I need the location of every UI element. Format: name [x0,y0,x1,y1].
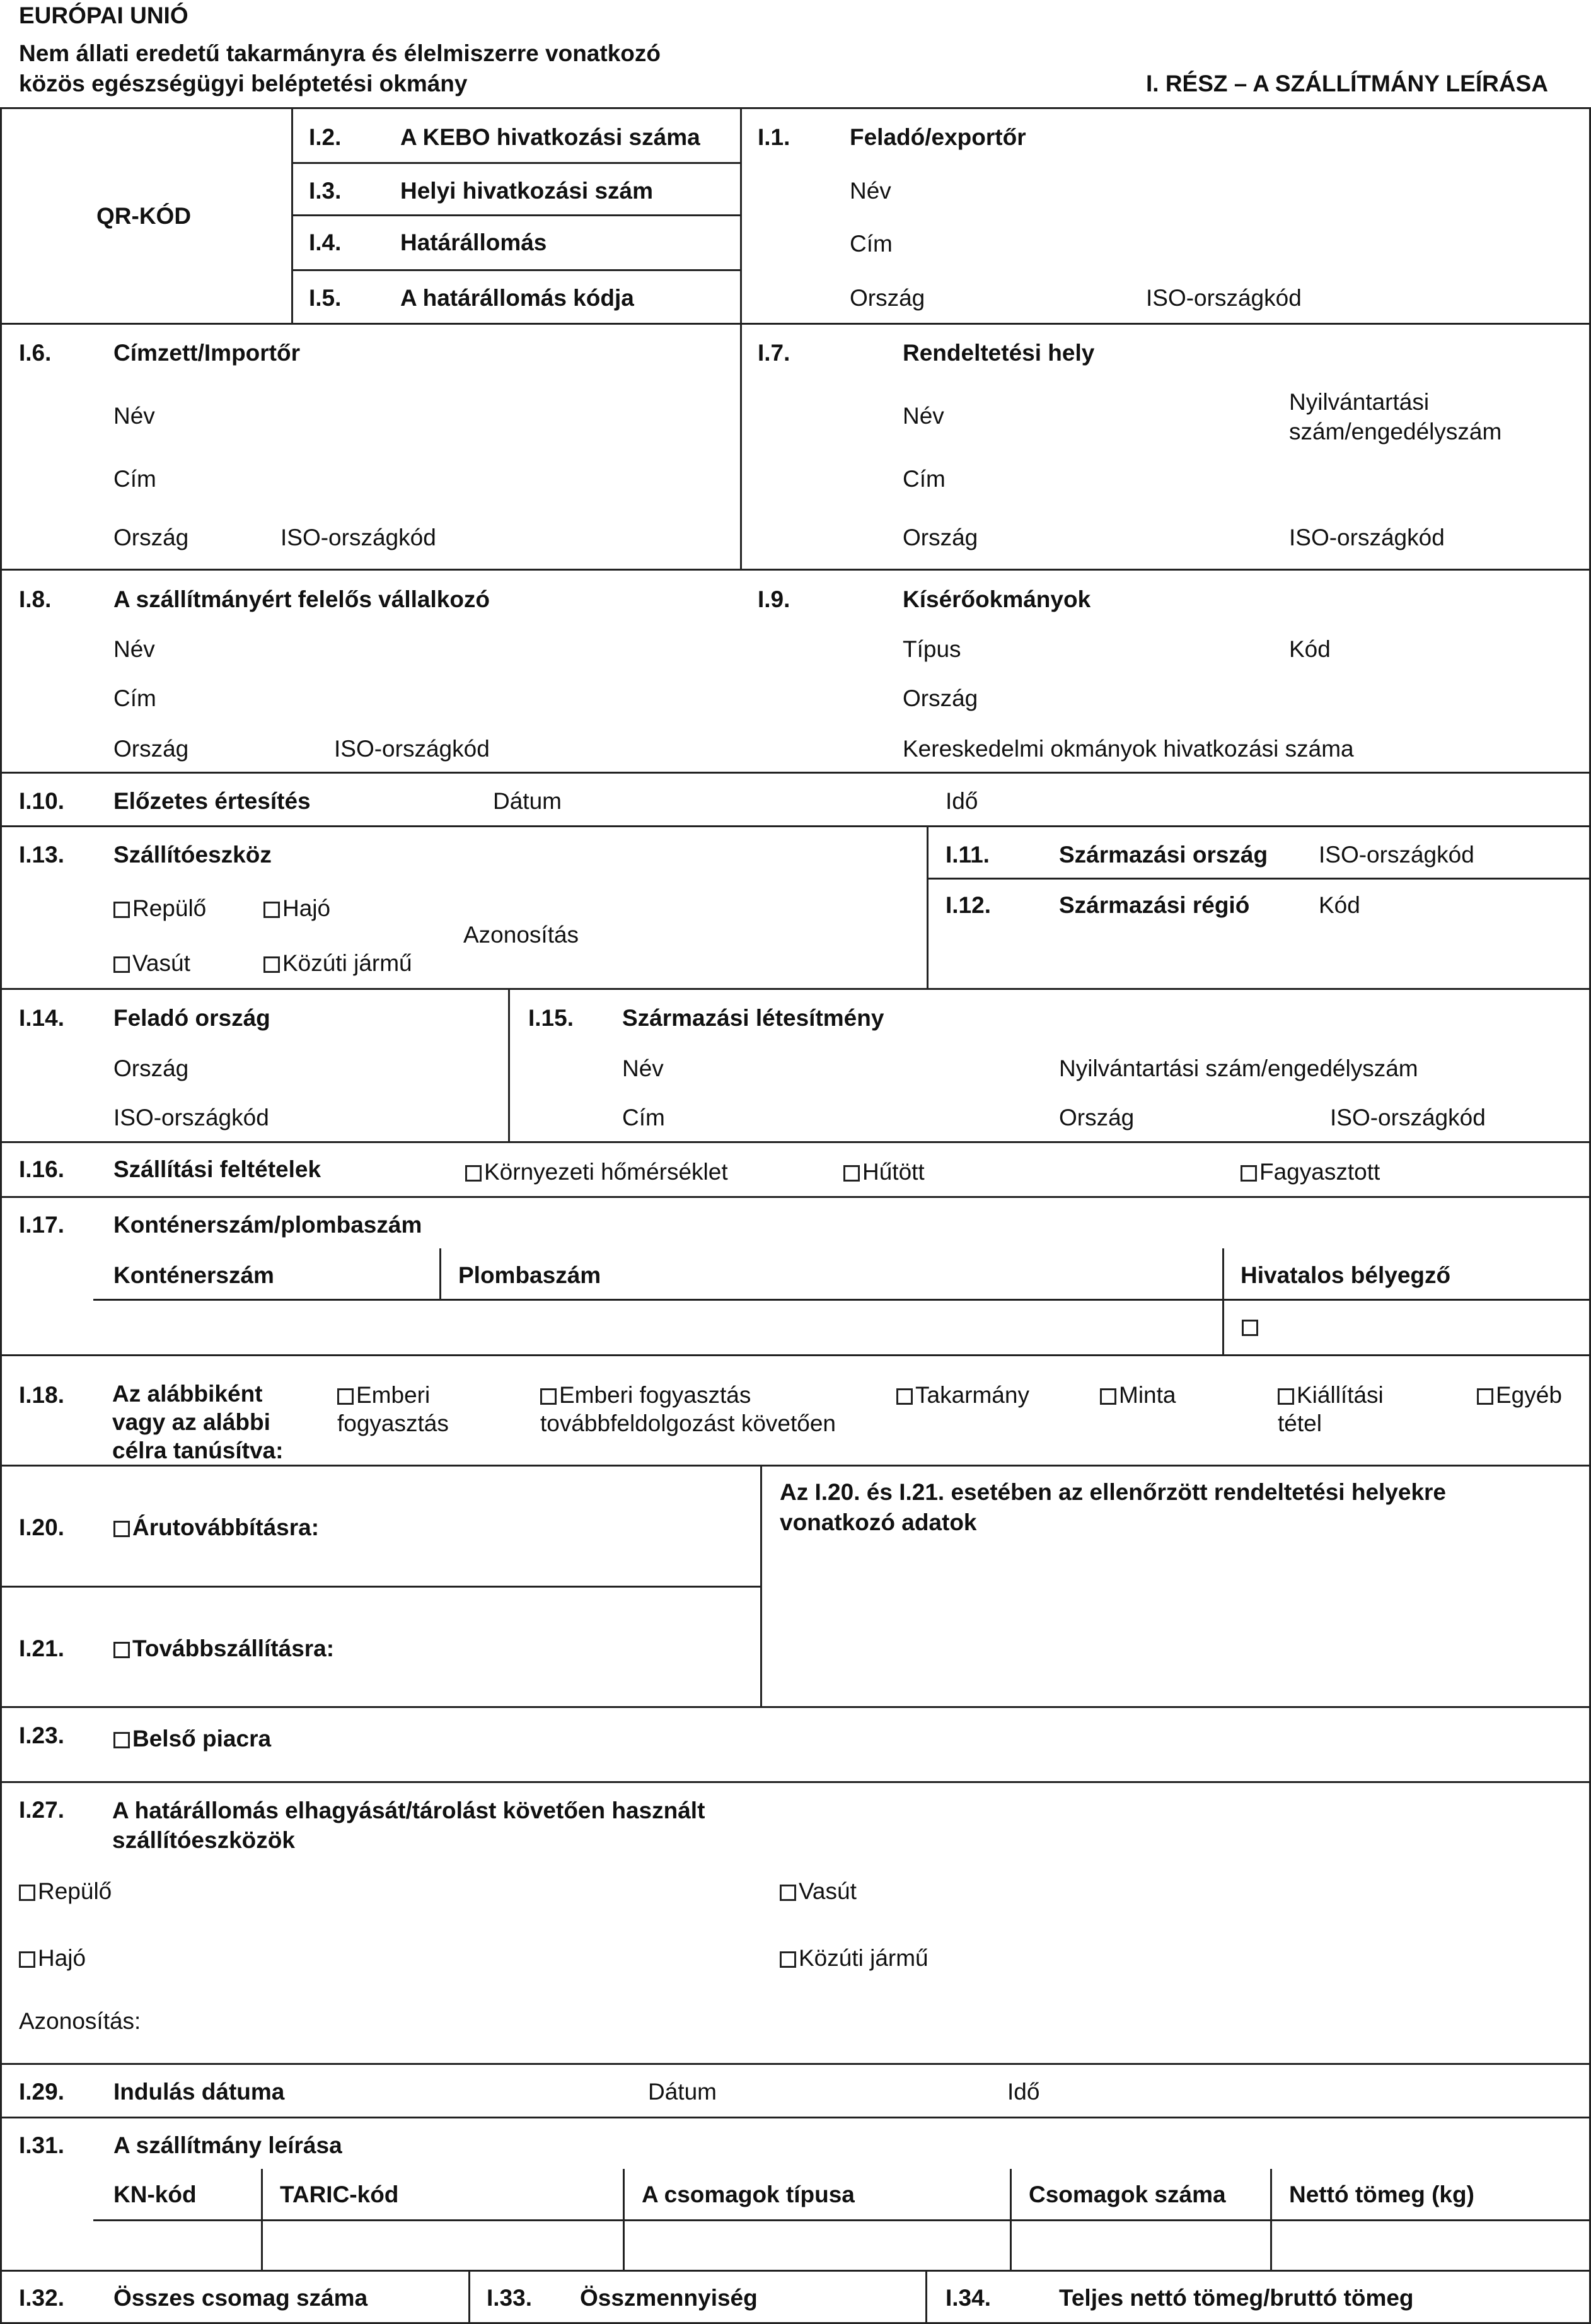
i3-number: I.3. [309,178,342,204]
i9-number: I.9. [758,586,790,612]
i2-number: I.2. [309,124,342,150]
i1-address-label: Cím [850,231,893,257]
i27-plane-option[interactable]: Repülő [19,1877,112,1906]
i7-address-label: Cím [903,466,946,492]
checkbox[interactable] [113,1521,130,1537]
i10-time-label: Idő [946,788,978,814]
i29-title: Indulás dátuma [113,2079,285,2105]
i9-type-label: Típus [903,636,961,662]
checkbox[interactable] [337,1388,354,1405]
i12-code-label: Kód [1319,892,1360,918]
i23-number: I.23. [19,1723,64,1748]
i8-iso-label: ISO-országkód [334,736,490,762]
qr-code-placeholder: QR-KÓD [96,203,192,229]
i21-number: I.21. [19,1636,64,1661]
i15-title: Származási létesítmény [622,1005,884,1031]
checkbox[interactable] [113,1642,130,1658]
i29-number: I.29. [19,2079,64,2105]
i29-time-label: Idő [1007,2079,1040,2105]
i4-number: I.4. [309,229,342,255]
checkbox[interactable] [113,902,130,918]
i9-title: Kísérőokmányok [903,586,1091,612]
i17-title: Konténerszám/plombaszám [113,1212,422,1238]
i7-iso-label: ISO-országkód [1289,525,1445,550]
i13-rail-option[interactable]: Vasút [113,949,190,978]
i1-number: I.1. [758,124,790,150]
i23-internal-market-option[interactable]: Belső piacra [113,1724,271,1753]
i27-rail-option[interactable]: Vasút [780,1877,857,1906]
i5-label: A határállomás kódja [400,285,634,311]
i11-number: I.11. [946,842,990,868]
i17-seal-header: Plombaszám [458,1262,601,1288]
i13-identification-label: Azonosítás [463,922,579,948]
i17-number: I.17. [19,1212,64,1238]
controlled-destination-heading: Az I.20. és I.21. esetében az ellenőrzött rendeltetési helyekre vonatkozó adatok [780,1479,1447,1536]
i31-col-net-weight: Nettó tömeg (kg) [1289,2182,1474,2207]
checkbox[interactable] [1477,1388,1493,1405]
i14-iso-label: ISO-országkód [113,1105,269,1130]
i13-road-option[interactable]: Közúti jármű [263,949,412,978]
i13-number: I.13. [19,842,64,868]
i8-title: A szállítmányért felelős vállalkozó [113,586,490,612]
i27-road-option[interactable]: Közúti jármű [780,1944,929,1973]
checkbox[interactable] [263,956,280,973]
i1-country-label: Ország [850,285,925,311]
i31-number: I.31. [19,2132,64,2158]
checkbox[interactable] [1241,1165,1257,1182]
i8-name-label: Név [113,636,155,662]
i17-stamp-checkbox[interactable] [1242,1320,1258,1336]
i27-title: A határállomás elhagyását/tárolást követően használt szállítóeszközök [112,1798,705,1854]
i7-number: I.7. [758,340,790,366]
i31-col-taric-code: TARIC-kód [280,2182,399,2207]
i31-col-package-count: Csomagok száma [1029,2182,1226,2207]
i31-col-cn-code: KN-kód [113,2182,197,2207]
i2-label: A KEBO hivatkozási száma [400,124,700,150]
i18-exhibit-option[interactable]: Kiállítási tétel [1278,1382,1384,1437]
i16-chilled-option[interactable]: Hűtött [843,1158,925,1187]
i14-title: Feladó ország [113,1005,270,1031]
checkbox[interactable] [1278,1388,1294,1405]
i9-code-label: Kód [1289,636,1331,662]
i21-transit-option[interactable]: Továbbszállításra: [113,1634,334,1663]
i16-frozen-option[interactable]: Fagyasztott [1241,1158,1380,1187]
i10-number: I.10. [19,788,64,814]
i3-label: Helyi hivatkozási szám [400,178,654,204]
i12-title: Származási régió [1059,892,1250,918]
i7-title: Rendeltetési hely [903,340,1095,366]
i27-identification-label: Azonosítás: [19,2008,141,2034]
i17-stamp-header: Hivatalos bélyegző [1241,1262,1451,1288]
i18-human-consumption-option[interactable]: Emberi fogyasztás [337,1382,449,1437]
i27-ship-option[interactable]: Hajó [19,1944,86,1973]
i9-reference-label: Kereskedelmi okmányok hivatkozási száma [903,736,1354,762]
checkbox[interactable] [113,1732,130,1748]
checkbox[interactable] [843,1165,860,1182]
i6-title: Címzett/Importőr [113,340,300,366]
checkbox[interactable] [19,1951,35,1968]
checkbox[interactable] [540,1388,557,1405]
i18-feed-option[interactable]: Takarmány [896,1381,1029,1410]
i20-transhipment-option[interactable]: Árutovábbításra: [113,1513,319,1542]
i4-label: Határállomás [400,229,547,255]
checkbox[interactable] [113,956,130,973]
i10-title: Előzetes értesítés [113,788,311,814]
i7-registration-label-1: Nyilvántartási [1289,389,1430,415]
i27-number: I.27. [19,1797,64,1823]
i18-other-option[interactable]: Egyéb [1477,1381,1562,1410]
i11-title: Származási ország [1059,842,1268,868]
i11-iso-label: ISO-országkód [1319,842,1474,868]
i17-container-header: Konténerszám [113,1262,274,1288]
i31-col-package-type: A csomagok típusa [642,2182,855,2207]
i33-number: I.33. [487,2285,532,2311]
i13-ship-option[interactable]: Hajó [263,894,330,923]
i34-number: I.34. [946,2285,991,2311]
i18-title: Az alábbiként vagy az alábbi célra tanúsítva: [112,1381,284,1464]
checkbox[interactable] [1100,1388,1116,1405]
checkbox[interactable] [896,1388,913,1405]
i7-country-label: Ország [903,525,978,550]
i6-country-label: Ország [113,525,189,550]
i34-title: Teljes nettó tömeg/bruttó tömeg [1059,2285,1414,2311]
i1-iso-label: ISO-országkód [1146,285,1302,311]
i18-number: I.18. [19,1382,64,1408]
i6-number: I.6. [19,340,52,366]
document-title-line1: Nem állati eredetű takarmányra és élelmiszerre vonatkozó [19,40,661,66]
i9-country-label: Ország [903,685,978,711]
checkbox[interactable] [263,902,280,918]
i31-title: A szállítmány leírása [113,2132,342,2158]
i16-ambient-option[interactable]: Környezeti hőmérséklet [465,1158,728,1187]
i7-registration-label-2: szám/engedélyszám [1289,419,1502,444]
i8-country-label: Ország [113,736,189,762]
eu-heading: EURÓPAI UNIÓ [19,3,188,28]
checkbox[interactable] [465,1165,482,1182]
i33-title: Összmennyiség [580,2285,758,2311]
i6-address-label: Cím [113,466,156,492]
i8-address-label: Cím [113,685,156,711]
i32-number: I.32. [19,2285,64,2311]
i16-number: I.16. [19,1156,64,1182]
i6-name-label: Név [113,403,155,429]
i1-name-label: Név [850,178,891,204]
i10-date-label: Dátum [493,788,562,814]
i15-country-label: Ország [1059,1105,1135,1130]
i32-title: Összes csomag száma [113,2285,368,2311]
i15-registration-label: Nyilvántartási szám/engedélyszám [1059,1055,1418,1081]
i18-further-processing-option[interactable]: Emberi fogyasztás továbbfeldolgozást követően [540,1382,836,1437]
i13-plane-option[interactable]: Repülő [113,894,206,923]
i15-number: I.15. [528,1005,574,1031]
i18-sample-option[interactable]: Minta [1100,1381,1176,1410]
i14-number: I.14. [19,1005,64,1031]
i7-name-label: Név [903,403,944,429]
i1-title: Feladó/exportőr [850,124,1026,150]
i20-number: I.20. [19,1514,64,1540]
i14-country-label: Ország [113,1055,189,1081]
i12-number: I.12. [946,892,991,918]
i29-date-label: Dátum [648,2079,717,2105]
i15-name-label: Név [622,1055,664,1081]
i15-iso-label: ISO-országkód [1330,1105,1486,1130]
i8-number: I.8. [19,586,52,612]
i5-number: I.5. [309,285,342,311]
i15-address-label: Cím [622,1105,665,1130]
checkbox[interactable] [780,1951,796,1968]
i13-title: Szállítóeszköz [113,842,272,868]
i16-title: Szállítási feltételek [113,1156,321,1182]
checkbox[interactable] [19,1885,35,1901]
i6-iso-label: ISO-országkód [281,525,436,550]
part-heading: I. RÉSZ – A SZÁLLÍTMÁNY LEÍRÁSA [1146,71,1548,96]
document-title-line2: közös egészségügyi beléptetési okmány [19,71,468,96]
checkbox[interactable] [780,1885,796,1901]
